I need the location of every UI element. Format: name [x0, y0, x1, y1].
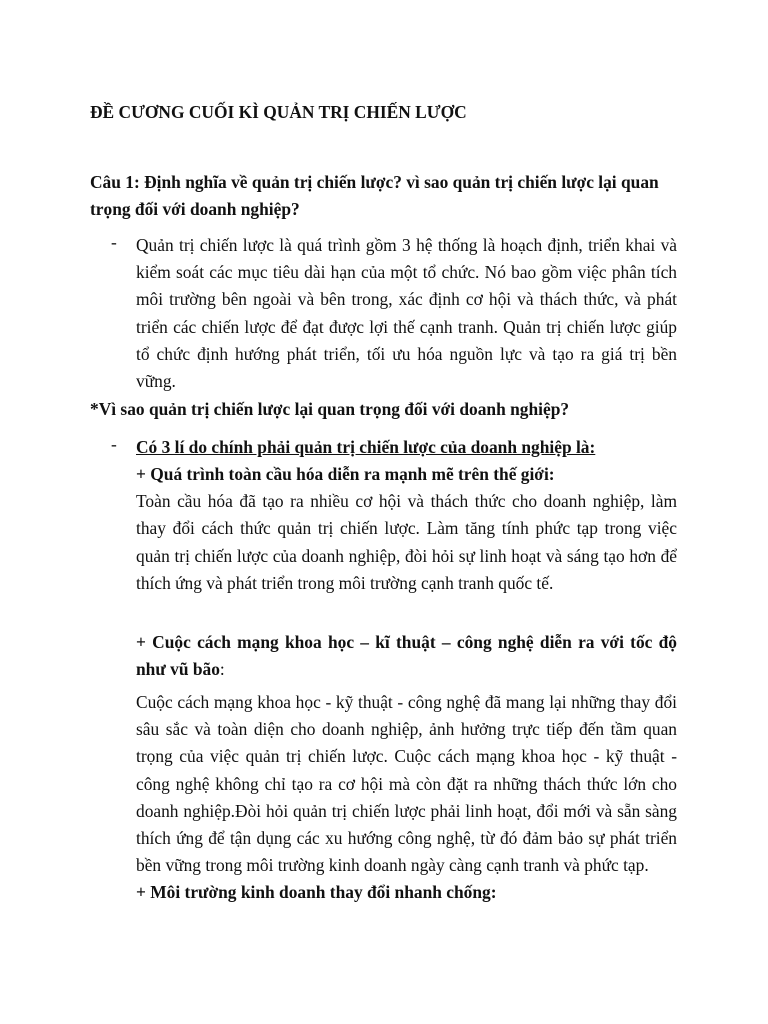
reason-3-heading: + Môi trường kinh doanh thay đổi nhanh chống: [136, 882, 497, 903]
reason-1-heading: + Quá trình toàn cầu hóa diễn ra mạnh mẽ trên thế giới: [136, 464, 555, 484]
why-heading: *Vì sao quản trị chiến lược lại quan trọng đối với doanh nghiệp? [90, 399, 570, 419]
reason-2-colon: : [219, 659, 225, 680]
reason-2-heading-block [136, 629, 677, 683]
reason-2-heading: + Cuộc cách mạng khoa học – kĩ thuật – công nghệ diễn ra với tốc độ như vũ bão [136, 632, 677, 680]
reason-1-body: Toàn cầu hóa đã tạo ra nhiều cơ hội và thách thức cho doanh nghiệp, làm thay đổi cách thức quản trị chiến lược. Làm tăng tính phức tạp trong việc quản trị chiến lược của doanh nghiệp, đòi hỏi sự linh hoạt và sáng tạo hơn để thích ứng và phát triển trong môi trường cạnh tranh quốc tế. [136, 491, 677, 593]
bullet-dash: - [111, 232, 117, 252]
reasons-lead: Có 3 lí do chính phải quản trị chiến lược của doanh nghiệp là: [136, 437, 596, 457]
reason-2-body-block [136, 689, 677, 907]
reason-2-body: Cuộc cách mạng khoa học - kỹ thuật - công nghệ đã mang lại những thay đổi sâu sắc và toàn diện cho doanh nghiệp, ảnh hưởng trực tiếp đến tầm quan trọng của việc quản trị chiến lược. Cuộc cách mạng khoa học - kỹ thuật - công nghệ không chỉ tạo ra cơ hội mà còn đặt ra những thách thức lớn cho doanh nghiệp.Đòi hỏi quản trị chiến lược phải linh hoạt, đổi mới và sẵn sàng thích ứng để tận dụng các xu hướng công nghệ, từ đó đảm bảo sự phát triển bền vững trong môi trường kinh doanh ngày càng cạnh tranh và phức tạp. [136, 692, 677, 876]
question-1: Câu 1: Định nghĩa về quản trị chiến lược? vì sao quản trị chiến lược lại quan trọng đối với doanh nghiệp? [90, 172, 659, 219]
document-title: ĐỀ CƯƠNG CUỐI KÌ QUẢN TRỊ CHIẾN LƯỢC [90, 102, 467, 122]
reasons-block [136, 434, 677, 597]
definition-paragraph: Quản trị chiến lược là quá trình gồm 3 hệ thống là hoạch định, triển khai và kiểm soát các mục tiêu dài hạn của một tổ chức. Nó bao gồm việc phân tích môi trường bên ngoài và bên trong, xác định cơ hội và thách thức, và phát triển các chiến lược để đạt được lợi thế cạnh tranh. Quản trị chiến lược giúp tổ chức định hướng phát triển, tối ưu hóa nguồn lực và tạo ra giá trị bền vững. [136, 235, 677, 392]
bullet-dash: - [111, 434, 117, 454]
